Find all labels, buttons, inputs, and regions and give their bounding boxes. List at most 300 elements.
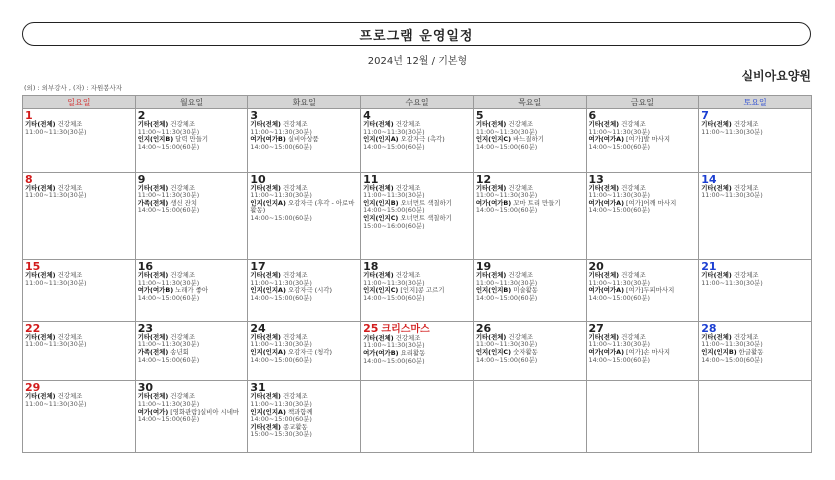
program-event [363, 200, 471, 215]
program-time: 14:00~15:00(60분) [475, 355, 538, 364]
day-number: 16 [137, 260, 154, 274]
program-type: 여가(여가) [137, 407, 169, 416]
program-time: 11:00~11:30(30분) [25, 191, 87, 200]
program-type: 여가(여가B) [250, 135, 286, 144]
program-type: 인지(인지B) [363, 198, 399, 207]
program-event [250, 136, 358, 151]
program-event [701, 349, 809, 364]
program-type: 인지(인지C) [363, 286, 399, 295]
program-time: 11:00~11:30(30분) [250, 340, 312, 349]
day-number: 20 [588, 260, 604, 274]
program-time: 11:00~11:30(30분) [701, 278, 763, 287]
program-type: 기타(전체) [250, 422, 281, 431]
program-time: 15:00~16:00(60분) [363, 221, 425, 230]
program-type: 인지(인지A) [363, 135, 399, 144]
day-number: 22 [25, 321, 41, 335]
program-name: 건강체조 [283, 183, 308, 192]
program-type: 인지(인지C) [475, 348, 512, 357]
calendar-day-cell [248, 381, 361, 453]
program-time: 11:00~11:30(30분) [25, 399, 87, 408]
program-name: 건강체조 [395, 333, 421, 342]
calendar-day-cell [473, 260, 586, 322]
program-time: 14:00~15:00(60분) [588, 206, 650, 215]
program-name: 건강체조 [508, 120, 534, 128]
program-event [476, 136, 584, 151]
program-type: 기타(전체) [137, 332, 169, 341]
calendar-week-row [23, 381, 812, 453]
program-time: 14:00~15:00(60분) [475, 294, 538, 303]
day-number: 23 [137, 321, 154, 335]
day-number: 4 [363, 109, 371, 122]
program-name: 건강체조 [508, 271, 534, 280]
program-type: 기타(전체) [137, 392, 169, 401]
program-name: 숫자활동 [513, 348, 538, 357]
program-name: 건강체조 [283, 271, 308, 280]
calendar-week-row [23, 260, 812, 322]
program-name: 실비아상품 [287, 135, 319, 144]
program-type: 기타(전체) [250, 271, 281, 280]
program-name: 건강체조 [283, 332, 308, 341]
program-type: 가족(전체) [137, 348, 169, 357]
program-type: 기타(전체) [363, 120, 394, 128]
program-time: 11:00~11:30(30분) [475, 278, 538, 287]
calendar-day-cell [699, 109, 812, 173]
calendar-day-cell [135, 381, 248, 453]
program-time: 11:00~11:30(30분) [363, 278, 425, 287]
program-type: 기타(전체) [25, 120, 56, 128]
program-time: 11:00~11:30(30분) [137, 127, 200, 136]
program-event [250, 334, 358, 349]
weekday-header-row [23, 96, 812, 109]
day-number: 7 [701, 109, 709, 122]
program-time: 14:00~15:00(60분) [588, 142, 650, 151]
program-name: 오감자극 (청각) [287, 348, 332, 357]
program-type: 인지(인지A) [250, 348, 286, 357]
calendar-table [22, 95, 812, 453]
program-type: 기타(전체) [25, 271, 56, 280]
program-type: 기타(전체) [25, 332, 56, 341]
organization-name: 실비아요양원 [741, 69, 811, 83]
program-type: 기타(전체) [475, 183, 507, 192]
day-number: 17 [250, 260, 266, 274]
calendar-day-cell [473, 109, 586, 173]
program-event [138, 136, 246, 151]
calendar-day-cell [473, 172, 586, 260]
program-type: 기타(전체) [250, 120, 281, 128]
program-event [250, 200, 358, 223]
program-name: 건강체조 [733, 120, 759, 128]
program-event [138, 287, 246, 302]
program-name: 건강체조 [508, 332, 534, 341]
program-time: 14:00~15:00(60분) [137, 142, 200, 151]
calendar-day-cell [699, 260, 812, 322]
program-name: 오너먼트 색칠하기 [400, 213, 452, 222]
weekday-header: 화요일 [248, 96, 361, 109]
calendar-day-cell [361, 381, 474, 453]
holiday-label: 크리스마스 [381, 323, 430, 335]
program-event [589, 334, 697, 349]
program-event [589, 200, 697, 215]
program-event [363, 335, 471, 350]
program-name: 건강체조 [57, 271, 83, 280]
program-time: 11:00~11:30(30분) [363, 127, 425, 136]
program-name: 건강체조 [170, 183, 195, 192]
program-time: 11:00~11:30(30분) [25, 340, 87, 349]
program-event [363, 121, 471, 136]
weekday-header: 목요일 [473, 96, 586, 109]
program-time: 14:00~15:00(60분) [250, 415, 312, 424]
program-name: 종교활동 [283, 422, 308, 431]
program-time: 14:00~15:00(60분) [250, 142, 312, 151]
program-time: 11:00~11:30(30분) [701, 191, 763, 200]
program-type: 기타(전체) [588, 120, 620, 128]
day-number: 12 [475, 172, 492, 186]
program-event [363, 215, 471, 230]
calendar-day-cell [248, 321, 361, 381]
program-event [138, 121, 246, 136]
calendar-day-cell [586, 381, 699, 453]
program-time: 11:00~11:30(30분) [588, 340, 650, 349]
program-event [250, 409, 358, 424]
day-number: 25 [363, 321, 379, 335]
day-number: 15 [25, 260, 41, 274]
program-event [250, 393, 358, 408]
program-time: 14:00~15:00(60분) [250, 213, 312, 222]
program-name: 건강체조 [621, 183, 646, 192]
program-name: [여가]어깨 마사지 [626, 198, 677, 207]
program-name: 건강체조 [57, 183, 83, 192]
program-event [476, 185, 584, 200]
program-event [138, 349, 246, 364]
day-number: 5 [475, 109, 484, 122]
program-time: 14:00~15:00(60분) [363, 356, 425, 365]
program-event [25, 334, 133, 349]
program-name: 오너먼트 색칠하기 [400, 198, 452, 207]
calendar-day-cell [135, 109, 248, 173]
program-time: 11:00~11:30(30분) [250, 278, 312, 287]
program-time: 11:00~11:30(30분) [475, 340, 538, 349]
program-time: 14:00~15:00(60분) [137, 206, 200, 215]
program-name: 노래가 좋아 [175, 286, 209, 295]
calendar-day-cell [699, 381, 812, 453]
program-event [701, 272, 809, 287]
program-time: 14:00~15:00(60분) [137, 415, 200, 424]
day-number: 8 [25, 172, 33, 186]
program-type: 인지(인지B) [475, 286, 512, 295]
program-time: 14:00~15:00(60분) [363, 206, 425, 215]
program-event [138, 200, 246, 215]
page-title: 프로그램 운영일정 [22, 22, 811, 46]
day-number: 24 [250, 321, 266, 335]
program-name: 건강체조 [170, 120, 195, 128]
program-event [476, 121, 584, 136]
program-name: [여가]발 마사지 [626, 135, 671, 144]
program-event [701, 121, 809, 136]
program-time: 11:00~11:30(30분) [250, 191, 312, 200]
program-name: 오감자극 (시각) [287, 286, 332, 295]
program-event [589, 287, 697, 302]
day-number: 13 [588, 172, 604, 186]
day-number: 10 [250, 172, 266, 186]
program-name: 책과함께 [287, 407, 313, 416]
program-type: 인지(인지B) [137, 135, 174, 144]
program-type: 기타(전체) [363, 271, 394, 280]
program-type: 기타(전체) [701, 332, 732, 341]
program-event [363, 350, 471, 365]
calendar-day-cell [23, 109, 136, 173]
calendar-day-cell [586, 321, 699, 381]
weekday-header: 수요일 [361, 96, 474, 109]
program-type: 여가(여가A) [588, 135, 624, 144]
program-name: [인지]콩 고르기 [400, 286, 445, 295]
calendar-day-cell [699, 172, 812, 260]
day-number: 19 [475, 260, 492, 274]
program-type: 기타(전체) [701, 183, 732, 192]
program-name: 꼬마 트리 만들기 [513, 198, 561, 207]
program-type: 기타(전체) [137, 271, 169, 280]
program-event [25, 185, 133, 200]
program-event [589, 121, 697, 136]
program-type: 기타(전체) [137, 183, 169, 192]
program-type: 인지(인지B) [701, 348, 737, 357]
program-name: 미술활동 [513, 286, 538, 295]
program-time: 15:00~15:30(30분) [250, 430, 312, 439]
program-type: 기타(전체) [701, 120, 732, 128]
program-event [589, 349, 697, 364]
page-subtitle: 2024년 12월 / 기본형 [367, 56, 468, 67]
weekday-header: 월요일 [135, 96, 248, 109]
program-time: 14:00~15:00(60분) [588, 355, 650, 364]
program-time: 14:00~15:00(60분) [475, 206, 538, 215]
program-type: 기타(전체) [588, 183, 620, 192]
weekday-header: 토요일 [699, 96, 812, 109]
program-name: [여가]두피마사지 [626, 286, 675, 295]
program-type: 기타(전체) [363, 183, 394, 192]
program-type: 여가(여가B) [363, 349, 399, 358]
program-name: 건강체조 [733, 271, 759, 280]
program-time: 11:00~11:30(30분) [250, 127, 312, 136]
program-time: 11:00~11:30(30분) [588, 278, 650, 287]
program-time: 14:00~15:00(60분) [250, 355, 312, 364]
program-time: 14:00~15:00(60분) [475, 142, 538, 151]
calendar-day-cell [586, 260, 699, 322]
program-name: 건강체조 [57, 120, 83, 128]
calendar-day-cell [23, 172, 136, 260]
calendar-day-cell [135, 321, 248, 381]
program-time: 11:00~11:30(30분) [250, 399, 312, 408]
program-time: 11:00~11:30(30분) [701, 127, 763, 136]
program-name: 건강체조 [170, 332, 195, 341]
program-type: 기타(전체) [475, 332, 507, 341]
program-time: 11:00~11:30(30분) [475, 127, 538, 136]
program-time: 11:00~11:30(30분) [363, 191, 425, 200]
calendar-week-row [23, 321, 812, 381]
day-number: 3 [250, 109, 259, 122]
program-time: 11:00~11:30(30분) [137, 340, 200, 349]
program-time: 11:00~11:30(30분) [475, 191, 538, 200]
legend-note: (외) : 외부강사 , (자) : 자원봉사자 [24, 84, 123, 92]
program-type: 여가(여가A) [588, 286, 624, 295]
program-name: 바느질하기 [513, 135, 544, 144]
program-name: [여가]손 마사지 [626, 348, 671, 357]
program-time: 11:00~11:30(30분) [137, 191, 200, 200]
calendar-day-cell [135, 172, 248, 260]
day-number: 2 [137, 109, 146, 122]
program-time: 11:00~11:30(30분) [25, 127, 87, 136]
weekday-header: 일요일 [23, 96, 136, 109]
program-type: 기타(전체) [250, 332, 281, 341]
program-time: 14:00~15:00(60분) [701, 355, 763, 364]
program-name: 건강체조 [283, 120, 308, 128]
program-name: 달력 만들기 [175, 135, 209, 144]
program-name: 건강체조 [395, 183, 421, 192]
program-name: 건강체조 [283, 392, 308, 401]
program-time: 11:00~11:30(30분) [363, 341, 425, 350]
calendar-day-cell [586, 109, 699, 173]
program-event [363, 185, 471, 200]
program-type: 기타(전체) [588, 332, 620, 341]
program-event [476, 349, 584, 364]
program-event [589, 136, 697, 151]
weekday-header: 금요일 [586, 96, 699, 109]
program-name: 건강체조 [170, 271, 195, 280]
program-time: 14:00~15:00(60분) [363, 142, 425, 151]
program-event [25, 393, 133, 408]
calendar-week-row [23, 109, 812, 173]
program-event [589, 185, 697, 200]
program-event [250, 185, 358, 200]
program-type: 기타(전체) [475, 271, 507, 280]
calendar-day-cell [248, 260, 361, 322]
program-type: 기타(전체) [25, 183, 56, 192]
program-time: 11:00~11:30(30분) [701, 340, 763, 349]
day-number: 6 [588, 109, 597, 122]
program-event [250, 287, 358, 302]
program-time: 14:00~15:00(60분) [137, 355, 200, 364]
program-name: 건강체조 [170, 392, 195, 401]
program-event [25, 121, 133, 136]
day-number: 9 [137, 172, 146, 186]
day-number: 1 [25, 109, 33, 122]
program-name: 건강체조 [733, 332, 759, 341]
day-number: 26 [475, 321, 492, 335]
program-type: 기타(전체) [475, 120, 507, 128]
program-type: 기타(전체) [588, 271, 620, 280]
calendar-day-cell [361, 260, 474, 322]
program-type: 여가(여가A) [588, 348, 624, 357]
calendar-week-row [23, 172, 812, 260]
program-time: 11:00~11:30(30분) [588, 191, 650, 200]
day-number: 11 [363, 172, 379, 186]
program-name: [영화관람]실비아 시네마 [170, 407, 240, 416]
program-time: 14:00~15:00(60분) [250, 294, 312, 303]
calendar-day-cell [248, 172, 361, 260]
program-name: 송년회 [170, 348, 189, 357]
program-time: 11:00~11:30(30분) [588, 127, 650, 136]
program-event [476, 287, 584, 302]
program-event [476, 334, 584, 349]
program-type: 인지(인지A) [250, 407, 286, 416]
program-name: 오감자극 (촉각) [400, 135, 445, 144]
program-type: 기타(전체) [25, 392, 56, 401]
program-time: 11:00~11:30(30분) [137, 399, 200, 408]
program-type: 기타(전체) [363, 333, 394, 342]
program-type: 가족(전체) [137, 198, 169, 207]
program-type: 여가(여가B) [137, 286, 174, 295]
program-event [250, 349, 358, 364]
day-number: 18 [363, 260, 379, 274]
calendar-day-cell [361, 321, 474, 381]
program-time: 14:00~15:00(60분) [588, 294, 650, 303]
program-type: 인지(인지C) [363, 213, 399, 222]
program-name: 오감자극 (후각 - 아로마 활동) [250, 198, 355, 215]
program-type: 여가(여가A) [588, 198, 624, 207]
program-event [138, 409, 246, 424]
day-number: 14 [701, 172, 717, 186]
program-name: 요리활동 [400, 349, 426, 358]
calendar-day-cell [699, 321, 812, 381]
program-type: 인지(인지C) [475, 135, 512, 144]
program-type: 인지(인지A) [250, 198, 286, 207]
program-event [250, 121, 358, 136]
program-time: 14:00~15:00(60분) [363, 294, 425, 303]
program-time: 14:00~15:00(60분) [137, 294, 200, 303]
calendar-day-cell [361, 109, 474, 173]
program-event [701, 185, 809, 200]
program-name: 건강체조 [395, 271, 421, 280]
calendar-day-cell [23, 381, 136, 453]
calendar-day-cell [135, 260, 248, 322]
program-name: 건강체조 [621, 271, 646, 280]
program-type: 기타(전체) [701, 271, 732, 280]
program-type: 기타(전체) [250, 183, 281, 192]
day-number: 27 [588, 321, 604, 335]
program-time: 11:00~11:30(30분) [137, 278, 200, 287]
program-type: 여가(여가B) [475, 198, 512, 207]
program-name: 건강체조 [57, 332, 83, 341]
program-event [138, 185, 246, 200]
calendar-day-cell [23, 321, 136, 381]
program-name: 건강체조 [733, 183, 759, 192]
program-type: 기타(전체) [250, 392, 281, 401]
program-event [476, 200, 584, 215]
program-name: 건강체조 [57, 392, 83, 401]
program-event [138, 334, 246, 349]
day-number: 31 [250, 381, 266, 395]
program-name: 건강체조 [621, 120, 646, 128]
program-name: 건강체조 [621, 332, 646, 341]
program-type: 기타(전체) [137, 120, 169, 128]
calendar-day-cell [473, 321, 586, 381]
program-event [363, 136, 471, 151]
program-name: 생신 잔치 [170, 198, 198, 207]
day-number: 29 [25, 381, 41, 395]
day-number: 30 [137, 381, 154, 395]
program-event [363, 287, 471, 302]
program-event [25, 272, 133, 287]
day-number: 28 [701, 321, 717, 335]
program-time: 11:00~11:30(30분) [25, 278, 87, 287]
program-type: 인지(인지A) [250, 286, 286, 295]
calendar-day-cell [473, 381, 586, 453]
calendar-day-cell [361, 172, 474, 260]
program-name: 한글활동 [738, 348, 764, 357]
program-event [250, 424, 358, 439]
program-name: 건강체조 [395, 120, 421, 128]
program-name: 건강체조 [508, 183, 534, 192]
day-number: 21 [701, 260, 717, 274]
calendar-day-cell [248, 109, 361, 173]
